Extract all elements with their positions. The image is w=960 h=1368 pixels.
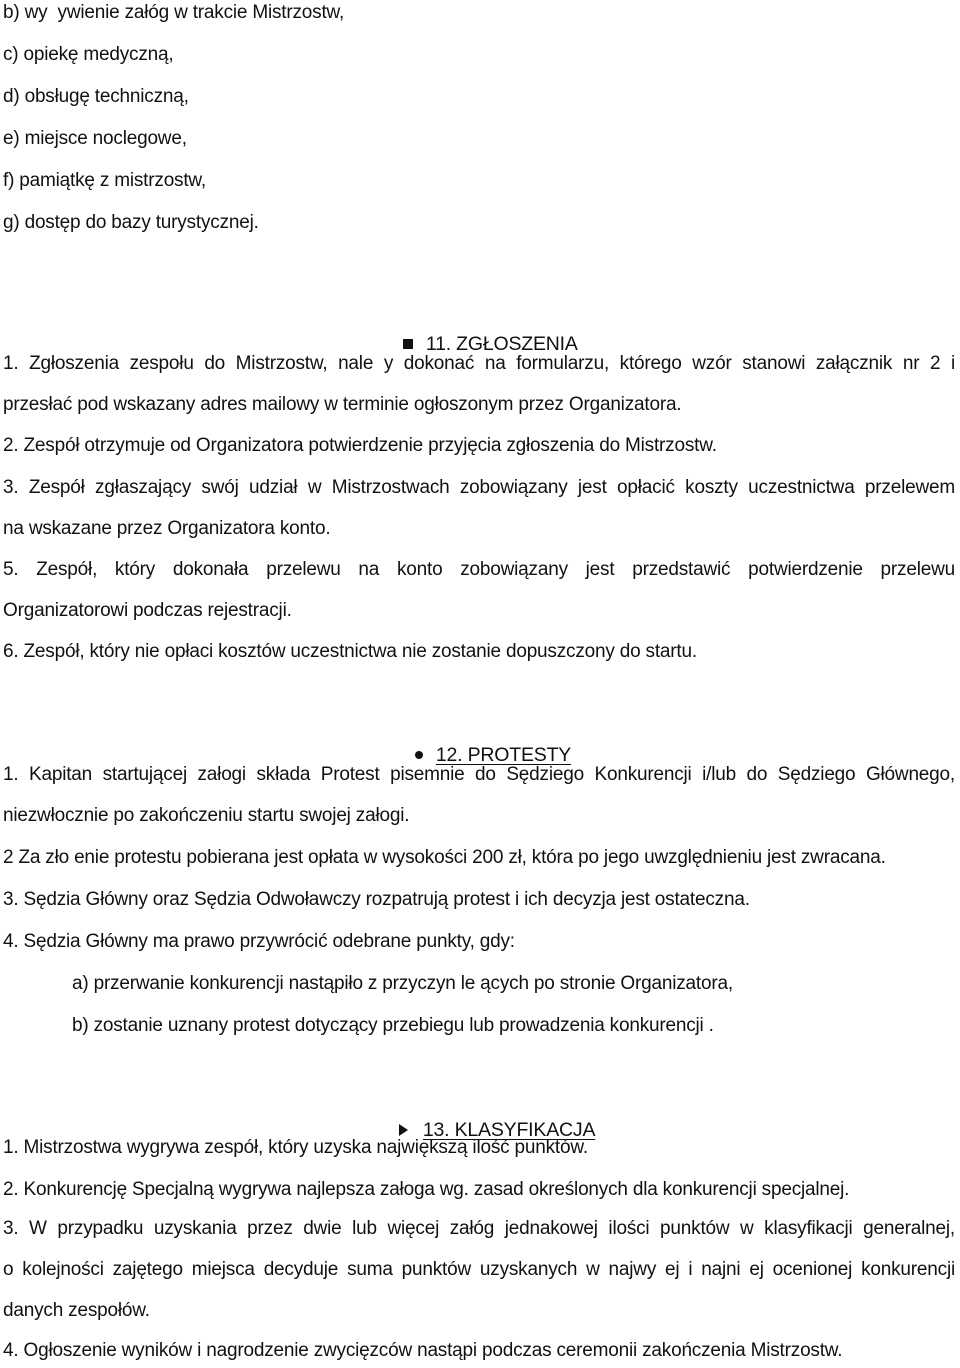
paragraph-line: niezwłocznie po zakończeniu startu swojej załogi.: [3, 805, 410, 826]
paragraph-line: 3. Sędzia Główny oraz Sędzia Odwoławczy rozpatrują protest i ich decyzja jest ostateczna.: [3, 889, 750, 910]
bullet-square-icon: [403, 339, 413, 349]
paragraph-line: Organizatorowi podczas rejestracji.: [3, 600, 292, 621]
paragraph-line: 1. Mistrzostwa wygrywa zespół, który uzyska największą ilość punktów.: [3, 1137, 588, 1158]
paragraph-line: 2. Konkurencję Specjalną wygrywa najlepsza załoga wg. zasad określonych dla konkurencji specjalnej.: [3, 1179, 850, 1200]
paragraph-line: 1. Zgłoszenia zespołu do Mistrzostw, nale y dokonać na formularzu, którego wzór stanowi załącznik nr 2 i: [3, 353, 955, 374]
list-item: g) dostęp do bazy turystycznej.: [3, 212, 259, 233]
paragraph-line: 2 Za zło enie protestu pobierana jest opłata w wysokości 200 zł, która po jego uwzględnieniu jest zwracana.: [3, 847, 886, 868]
paragraph-line: b) zostanie uznany protest dotyczący przebiegu lub prowadzenia konkurencji .: [72, 1015, 714, 1036]
paragraph-line: a) przerwanie konkurencji nastąpiło z przyczyn le ących po stronie Organizatora,: [72, 973, 733, 994]
paragraph-line: 4. Ogłoszenie wyników i nagrodzenie zwycięzców nastąpi podczas ceremonii zakończenia Mistrzostw.: [3, 1340, 843, 1361]
bullet-dot-icon: [415, 751, 423, 759]
paragraph-line: o kolejności zajętego miejsca decyduje suma punktów uzyskanych w najwy ej i najni ej ocenionej konkurencji: [3, 1259, 955, 1280]
paragraph-line: danych zespołów.: [3, 1300, 150, 1321]
list-item: f) pamiątkę z mistrzostw,: [3, 170, 206, 191]
list-item: d) obsługę techniczną,: [3, 86, 189, 107]
paragraph-line: 1. Kapitan startującej załogi składa Protest pisemnie do Sędziego Konkurencji i/lub do Sędziego Głównego,: [3, 764, 955, 785]
list-item: c) opiekę medyczną,: [3, 44, 174, 65]
paragraph-line: 6. Zespół, który nie opłaci kosztów uczestnictwa nie zostanie dopuszczony do startu.: [3, 641, 697, 662]
paragraph-line: 3. Zespół zgłaszający swój udział w Mistrzostwach zobowiązany jest opłacić koszty uczestnictwa przelewem: [3, 477, 955, 498]
section-title: 11. ZGŁOSZENIA: [425, 333, 578, 355]
arrow-bullet-icon: [399, 1124, 408, 1136]
list-item: e) miejsce noclegowe,: [3, 128, 187, 149]
paragraph-line: 5. Zespół, który dokonała przelewu na konto zobowiązany jest przedstawić potwierdzenie przelewu: [3, 559, 955, 580]
section-title: 13. KLASYFIKACJA: [422, 1119, 596, 1141]
paragraph-line: 2. Zespół otrzymuje od Organizatora potwierdzenie przyjęcia zgłoszenia do Mistrzostw.: [3, 435, 717, 456]
paragraph-line: 3. W przypadku uzyskania przez dwie lub więcej załóg jednakowej ilości punktów w klasyfikacji generalnej,: [3, 1218, 955, 1239]
section-title: 12. PROTESTY: [435, 744, 572, 766]
paragraph-line: przesłać pod wskazany adres mailowy w terminie ogłoszonym przez Organizatora.: [3, 394, 682, 415]
paragraph-line: 4. Sędzia Główny ma prawo przywrócić odebrane punkty, gdy:: [3, 931, 515, 952]
list-item: b) wy ywienie załóg w trakcie Mistrzostw,: [3, 2, 345, 23]
paragraph-line: na wskazane przez Organizatora konto.: [3, 518, 331, 539]
